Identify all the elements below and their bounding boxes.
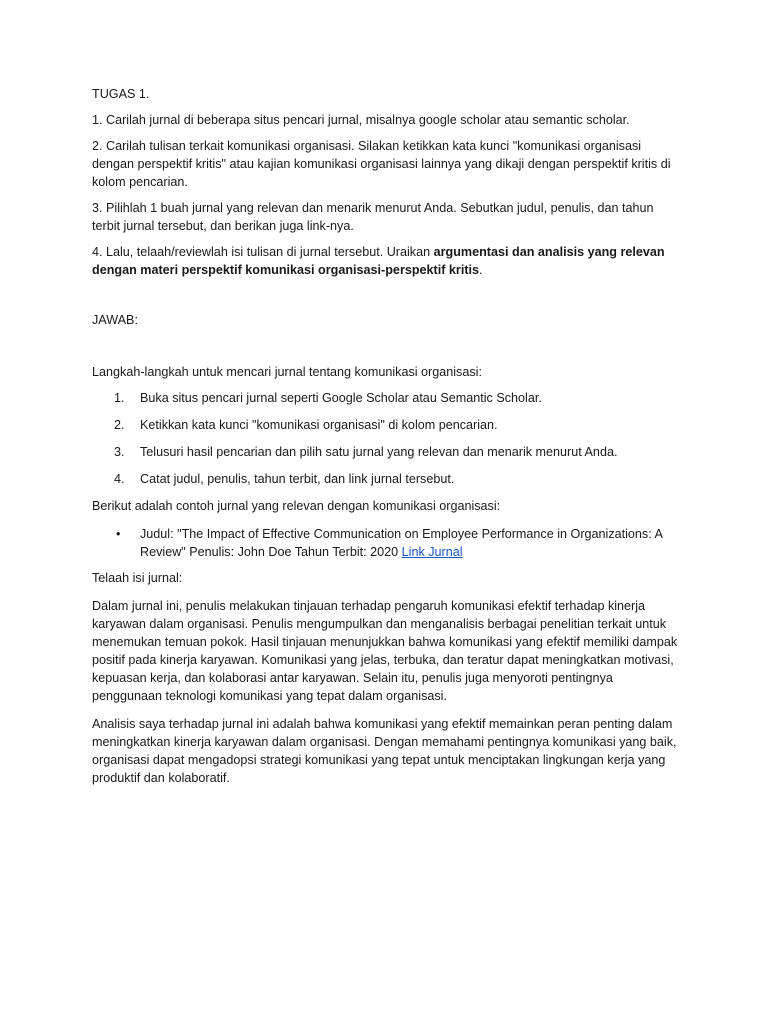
task-item-3: 3. Pilihlah 1 buah jurnal yang relevan dan menarik menurut Anda. Sebutkan judul, penulis, dan tahun terbit jurnal tersebut, dan berikan juga link-nya.: [92, 201, 654, 233]
journal-link[interactable]: Link Jurnal: [401, 545, 463, 559]
steps-intro: Langkah-langkah untuk mencari jurnal tentang komunikasi organisasi:: [92, 365, 482, 379]
step-text: Catat judul, penulis, tahun terbit, dan link jurnal tersebut.: [140, 472, 455, 486]
task-item-4: [92, 243, 682, 279]
task-item-1: 1. Carilah jurnal di beberapa situs pencari jurnal, misalnya google scholar atau semantic scholar.: [92, 113, 630, 127]
bullet-icon: •: [116, 527, 121, 541]
answer-heading: JAWAB:: [92, 313, 138, 327]
example-heading: Berikut adalah contoh jurnal yang relevan dengan komunikasi organisasi:: [92, 499, 501, 513]
step-number: 2.: [114, 418, 125, 432]
task-title: TUGAS 1.: [92, 87, 150, 101]
step-number: 3.: [114, 445, 125, 459]
review-paragraph: Dalam jurnal ini, penulis melakukan tinjauan terhadap pengaruh komunikasi efektif terhadap kinerja karyawan dalam organisasi. Penulis mengumpulkan dan menganalisis berbagai penelitian terkait untuk menemukan temuan pokok. Hasil tinjauan menunjukkan bahwa komunikasi yang efektif memiliki dampak positif pada kinerja karyawan. Komunikasi yang jelas, terbuka, dan teratur dapat meningkatkan motivasi, kepuasan kerja, dan kolaborasi antar karyawan. Selain itu, penulis juga menyoroti pentingnya penggunaan teknologi komunikasi yang tepat dalam organisasi.: [92, 599, 678, 703]
step-text: Buka situs pencari jurnal seperti Google Scholar atau Semantic Scholar.: [140, 391, 542, 405]
step-item: [92, 443, 682, 461]
review-heading: Telaah isi jurnal:: [92, 571, 183, 585]
task-item-2: 2. Carilah tulisan terkait komunikasi organisasi. Silakan ketikkan kata kunci "komunikasi organisasi dengan perspektif kritis" atau kajian komunikasi organisasi lainnya yang dikaji dengan perspektif kritis di kolom pencarian.: [92, 139, 671, 189]
task-item-4-prefix: 4. Lalu, telaah/reviewlah isi tulisan di jurnal tersebut. Uraikan: [92, 245, 434, 259]
journal-details: Judul: "The Impact of Effective Communication on Employee Performance in Organizations: A Review" Penulis: John Doe Tahun Terbit: 2020: [140, 527, 663, 559]
step-item: [92, 470, 682, 488]
steps-list: [92, 389, 682, 488]
step-text: Telusuri hasil pencarian dan pilih satu jurnal yang relevan dan menarik menurut Anda.: [140, 445, 618, 459]
step-item: [92, 416, 682, 434]
task-item-4-suffix: .: [479, 263, 483, 277]
task-item-4-emphasis: argumentasi dan analisis yang relevan dengan materi perspektif komunikasi organisasi-perspektif kritis: [92, 245, 665, 277]
journal-list: [92, 525, 682, 561]
step-number: 4.: [114, 472, 125, 486]
step-item: [92, 389, 682, 407]
step-text: Ketikkan kata kunci "komunikasi organisasi" di kolom pencarian.: [140, 418, 498, 432]
analysis-paragraph: Analisis saya terhadap jurnal ini adalah bahwa komunikasi yang efektif memainkan peran penting dalam meningkatkan kinerja karyawan dalam organisasi. Dengan memahami pentingnya komunikasi yang baik, organisasi dapat mengadopsi strategi komunikasi yang tepat untuk menciptakan lingkungan kerja yang produktif dan kolaboratif.: [92, 717, 677, 785]
document-body: [92, 85, 682, 797]
journal-entry: [92, 525, 682, 561]
step-number: 1.: [114, 391, 125, 405]
